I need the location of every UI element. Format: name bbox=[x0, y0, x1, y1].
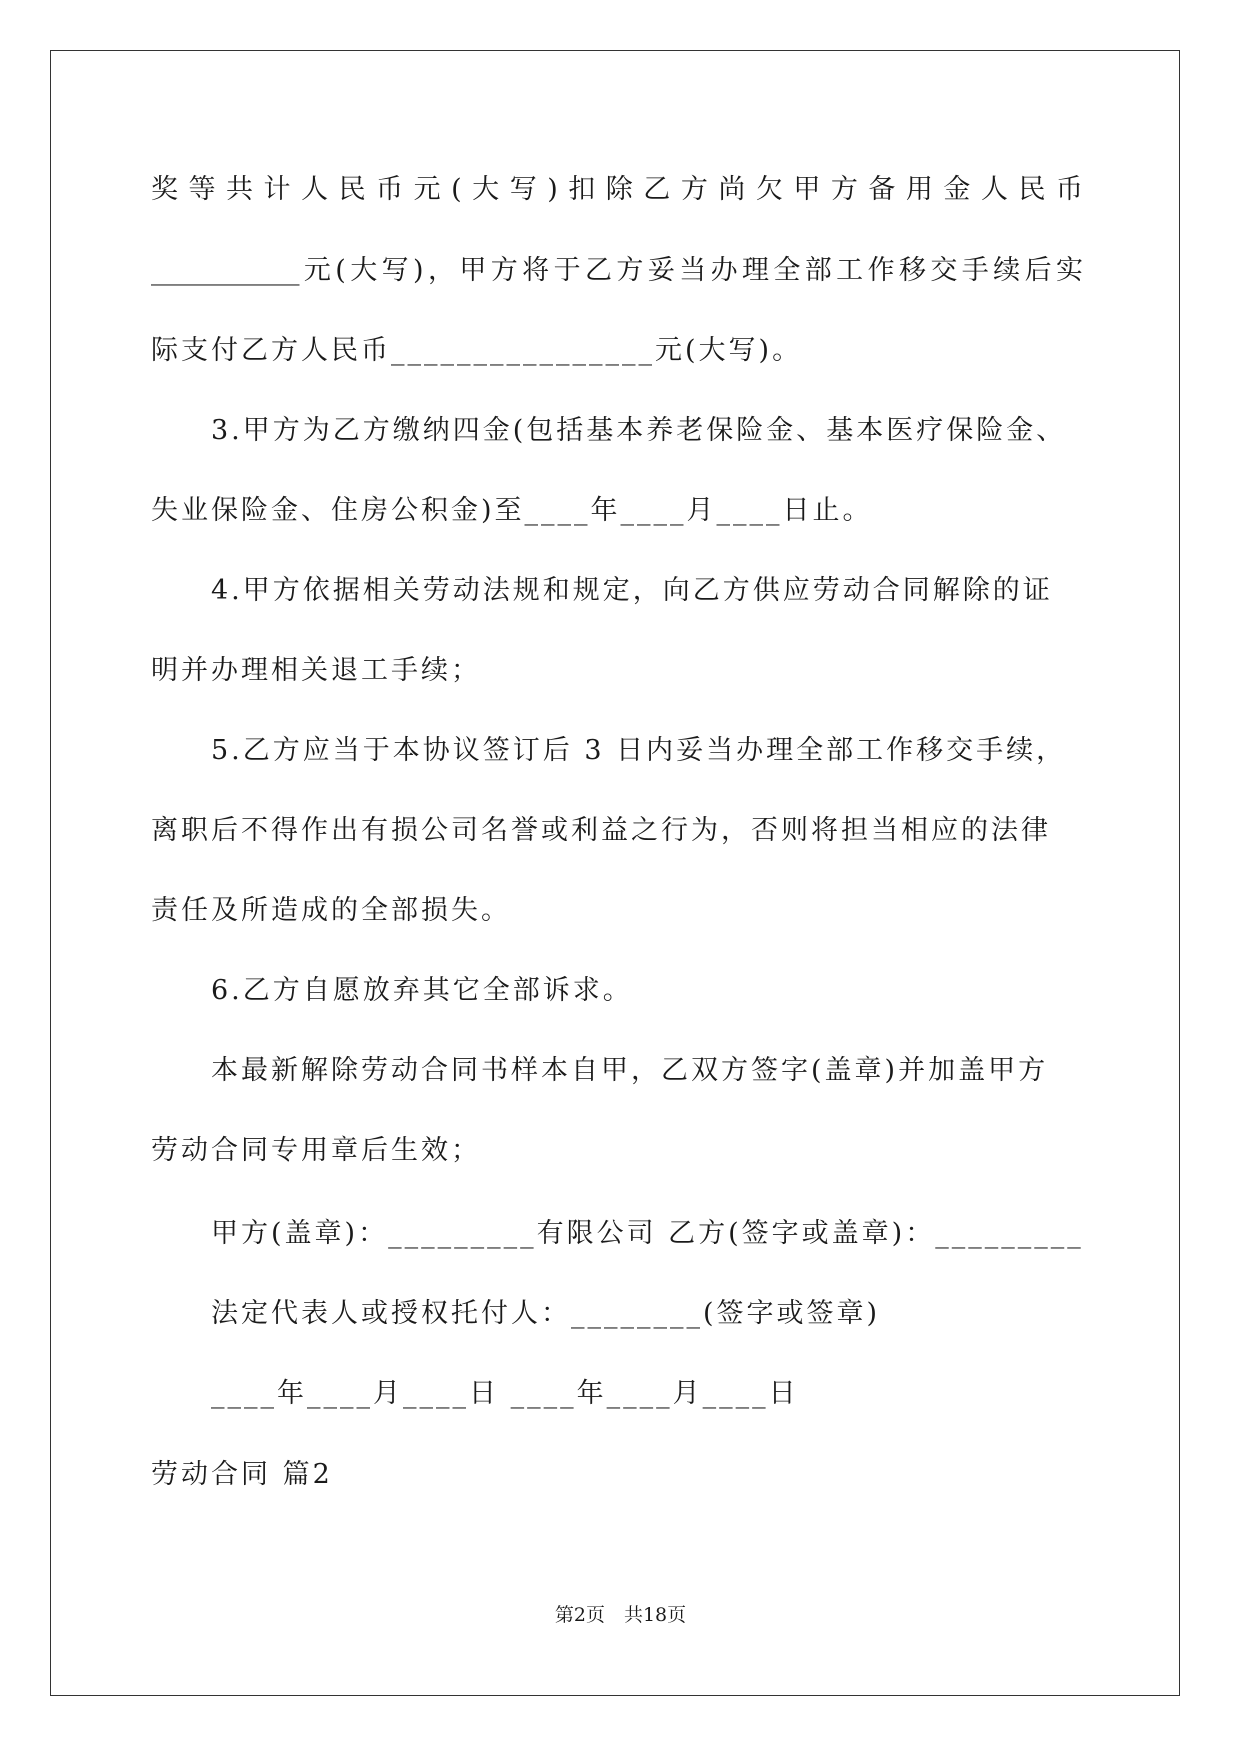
text-line: 际支付乙方人民币________________元(大写)。 bbox=[151, 335, 803, 366]
text-line: 6.乙方自愿放弃其它全部诉求。 bbox=[211, 975, 633, 1006]
text-line: 明并办理相关退工手续； bbox=[151, 655, 481, 686]
text-line: 本最新解除劳动合同书样本自甲，乙双方签字(盖章)并加盖甲方 bbox=[211, 1055, 1049, 1086]
section-heading: 劳动合同 篇2 bbox=[151, 1459, 333, 1490]
text-line: 离职后不得作出有损公司名誉或利益之行为，否则将担当相应的法律 bbox=[151, 815, 1051, 846]
text-line: 3.甲方为乙方缴纳四金(包括基本养老保险金、基本医疗保险金、 bbox=[211, 415, 1067, 446]
page-footer: 第2页 共18页 bbox=[554, 1604, 687, 1626]
text-line: ____年____月____日 ____年____月____日 bbox=[211, 1378, 799, 1409]
text-line: 奖等共计人民币元(大写)扣除乙方尚欠甲方备用金人民币 bbox=[151, 174, 1083, 205]
text-line: 失业保险金、住房公积金)至____年____月____日止。 bbox=[151, 495, 873, 526]
text-line: 责任及所造成的全部损失。 bbox=[151, 895, 511, 926]
page-border bbox=[50, 50, 1180, 1696]
text-line: 4.甲方依据相关劳动法规和规定，向乙方供应劳动合同解除的证 bbox=[211, 575, 1053, 606]
text-line: 法定代表人或授权托付人：________(签字或签章) bbox=[211, 1298, 881, 1329]
text-line: 劳动合同专用章后生效； bbox=[151, 1135, 481, 1166]
text-line: ___________元(大写)，甲方将于乙方妥当办理全部工作移交手续后实 bbox=[151, 255, 1083, 286]
text-line: 甲方(盖章)：_________有限公司 乙方(签字或盖章)：_________ bbox=[211, 1218, 1084, 1249]
text-line: 5.乙方应当于本协议签订后 3 日内妥当办理全部工作移交手续， bbox=[211, 735, 1067, 766]
